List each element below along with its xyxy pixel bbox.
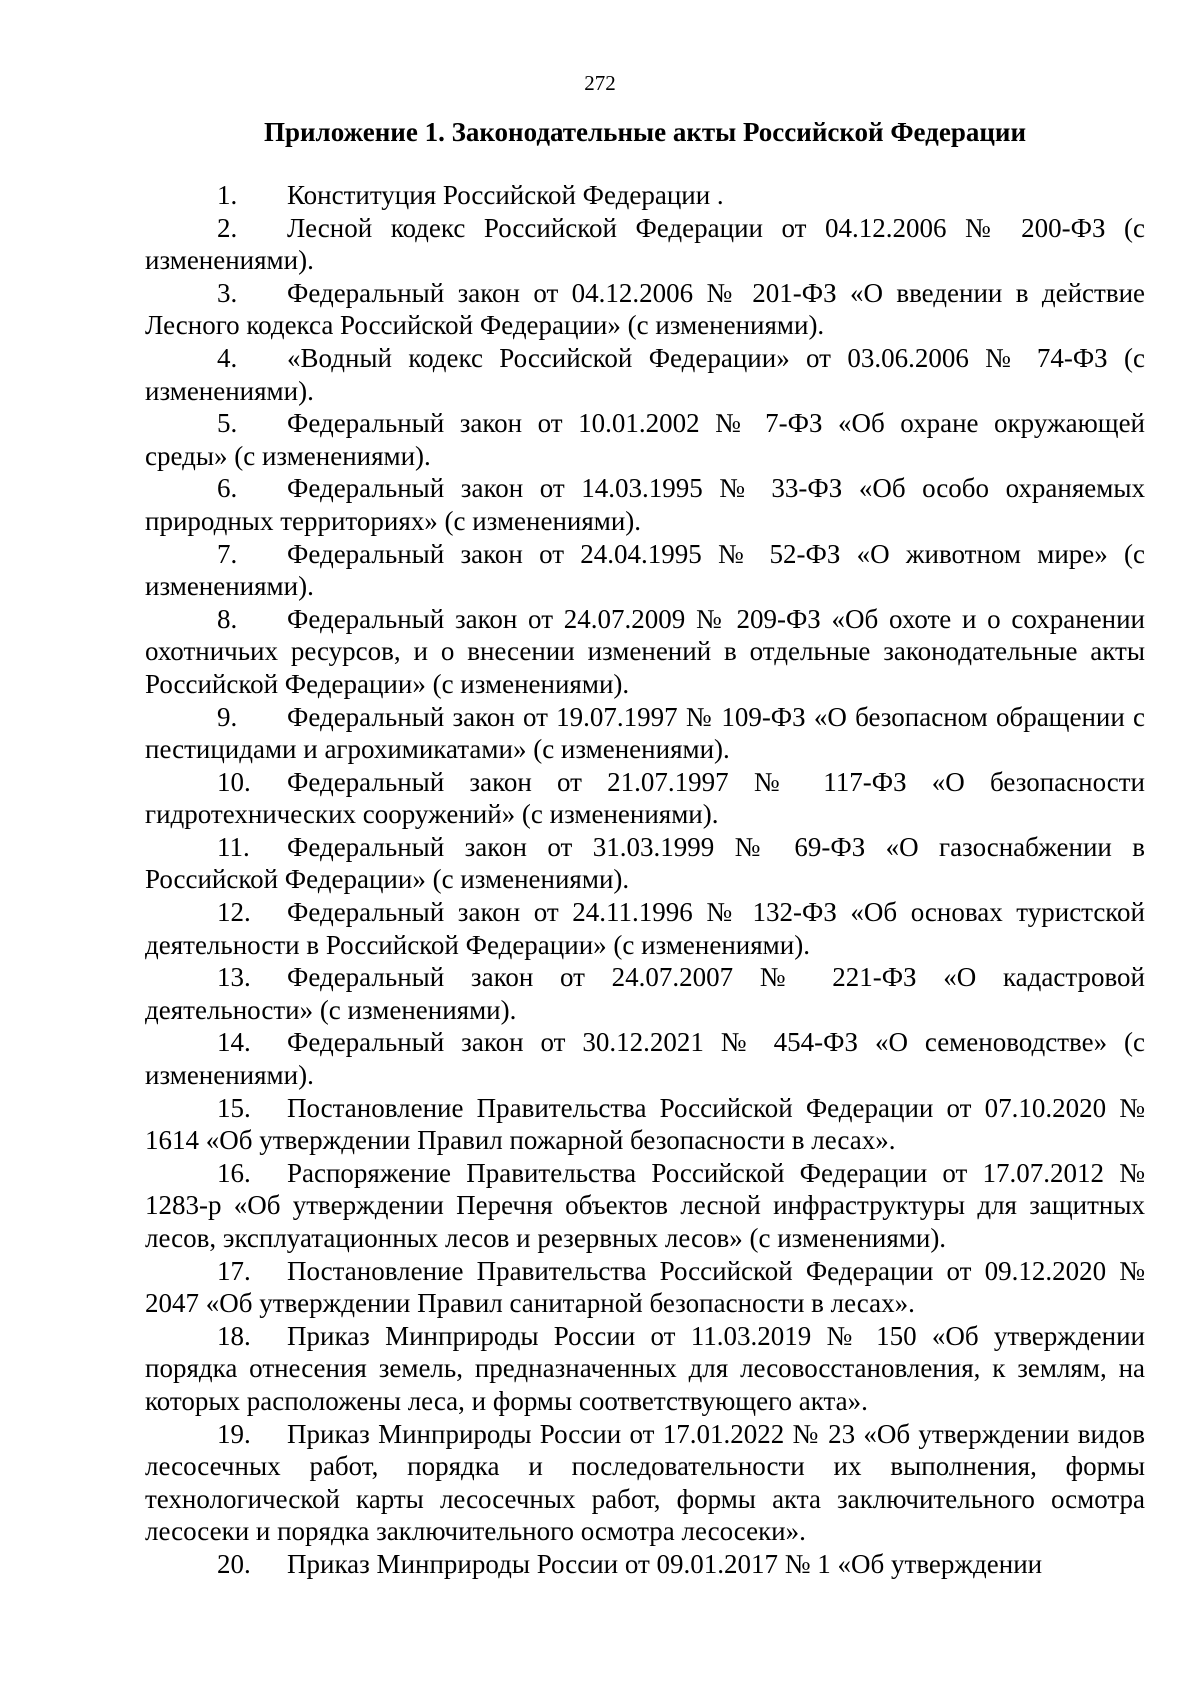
list-item: [145, 701, 1145, 766]
list-item-text: Постановление Правительства Российской Федерации от 09.12.2020 № 2047 «Об утверждении Правил санитарной безопасности в лесах».: [145, 1255, 1145, 1319]
list-item: [145, 961, 1145, 1026]
list-item: [145, 179, 1145, 212]
list-item-text: Приказ Минприроды России от 09.01.2017 № 1 «Об утверждении: [287, 1548, 1043, 1579]
legislation-list: [145, 179, 1145, 1581]
list-item-number: 11.: [217, 831, 250, 862]
page-number: 272: [584, 71, 616, 95]
list-item-number: 14.: [217, 1027, 251, 1058]
list-item-number: 15.: [217, 1092, 251, 1123]
list-item: [145, 1320, 1145, 1418]
list-item-text: Федеральный закон от 31.03.1999 № 69-ФЗ «О газоснабжении в Российской Федерации» (с изменениями).: [145, 831, 1145, 895]
list-item-text: Федеральный закон от 24.04.1995 № 52-ФЗ «О животном мире» (с изменениями).: [145, 538, 1145, 602]
list-item-text: Постановление Правительства Российской Федерации от 07.10.2020 № 1614 «Об утверждении Правил пожарной безопасности в лесах».: [145, 1092, 1145, 1156]
list-item: [145, 472, 1145, 537]
list-item-text: Конституция Российской Федерации .: [287, 180, 724, 210]
list-item-number: 16.: [217, 1157, 251, 1188]
list-item-number: 1.: [217, 180, 238, 210]
list-item-text: Приказ Минприроды России от 17.01.2022 № 23 «Об утверждении видов лесосечных работ, порядка и последовательности их выполнения, формы технологической карты лесосечных работ, формы акта заключительного осмотра лесосеки и порядка заключительного осмотра лесосеки».: [145, 1418, 1145, 1547]
page-title: Приложение 1. Законодательные акты Российской Федерации: [263, 117, 1027, 147]
list-item: [145, 538, 1145, 603]
list-item-text: Федеральный закон от 14.03.1995 № 33-ФЗ «Об особо охраняемых природных территориях» (с изменениями).: [145, 473, 1145, 536]
list-item-number: 19.: [217, 1418, 251, 1449]
list-item-number: 13.: [217, 962, 251, 993]
list-item-number: 8.: [217, 603, 238, 634]
list-item-text: Федеральный закон от 04.12.2006 № 201-ФЗ «О введении в действие Лесного кодекса Российской Федерации» (с изменениями).: [145, 277, 1145, 341]
list-item-text: «Водный кодекс Российской Федерации» от 03.06.2006 № 74-ФЗ (с изменениями).: [145, 342, 1145, 406]
list-item: [145, 212, 1145, 277]
list-item-number: 12.: [217, 897, 251, 928]
list-item-text: Федеральный закон от 21.07.1997 № 117-ФЗ «О безопасности гидротехнических сооружений» (с изменениями).: [145, 766, 1145, 830]
list-item-number: 5.: [217, 408, 238, 439]
list-item: [145, 1092, 1145, 1157]
list-item: [145, 1418, 1145, 1548]
list-item-number: 6.: [217, 473, 238, 504]
list-item: [145, 407, 1145, 472]
list-item-text: Федеральный закон от 24.07.2009 № 209-ФЗ «Об охоте и о сохранении охотничьих ресурсов, и о внесении изменений в отдельные законодательные акты Российской Федерации» (с изменениями).: [145, 603, 1145, 699]
list-item-text: Федеральный закон от 19.07.1997 № 109-ФЗ «О безопасном обращении с пестицидами и агрохимикатами» (с изменениями).: [145, 701, 1145, 765]
list-item-text: Федеральный закон от 24.07.2007 № 221-ФЗ «О кадастровой деятельности» (с изменениями).: [145, 962, 1145, 1025]
list-item-text: Федеральный закон от 30.12.2021 № 454-ФЗ «О семеноводстве» (с изменениями).: [145, 1027, 1145, 1091]
list-item: [145, 1548, 1145, 1581]
list-item-text: Федеральный закон от 24.11.1996 № 132-ФЗ «Об основах туристской деятельности в Российской Федерации» (с изменениями).: [145, 897, 1145, 960]
list-item-number: 18.: [217, 1320, 251, 1351]
list-item-text: Распоряжение Правительства Российской Федерации от 17.07.2012 № 1283-р «Об утверждении Перечня объектов лесной инфраструктуры для защитных лесов, эксплуатационных лесов и резервных лесов» (с изменениями).: [145, 1157, 1145, 1253]
list-item: [145, 766, 1145, 831]
list-item: [145, 342, 1145, 407]
list-item: [145, 1026, 1145, 1091]
list-item: [145, 831, 1145, 896]
list-item-number: 2.: [217, 212, 238, 243]
list-item-text: Лесной кодекс Российской Федерации от 04.12.2006 № 200-ФЗ (с изменениями).: [145, 212, 1145, 276]
list-item: [145, 1157, 1145, 1255]
list-item-number: 17.: [217, 1255, 251, 1286]
list-item: [145, 603, 1145, 701]
list-item-number: 9.: [217, 701, 238, 732]
list-item: [145, 896, 1145, 961]
list-item-number: 3.: [217, 277, 238, 308]
list-item-text: Федеральный закон от 10.01.2002 № 7-ФЗ «Об охране окружающей среды» (с изменениями).: [145, 408, 1145, 471]
list-item: [145, 277, 1145, 342]
list-item-number: 4.: [217, 342, 238, 373]
list-item-text: Приказ Минприроды России от 11.03.2019 № 150 «Об утверждении порядка отнесения земель, предназначенных для лесовосстановления, к землям, на которых расположены леса, и формы соответствующего акта».: [145, 1320, 1145, 1416]
list-item-number: 20.: [217, 1548, 251, 1579]
list-item-number: 7.: [217, 538, 238, 569]
list-item: [145, 1255, 1145, 1320]
list-item-number: 10.: [217, 766, 251, 797]
